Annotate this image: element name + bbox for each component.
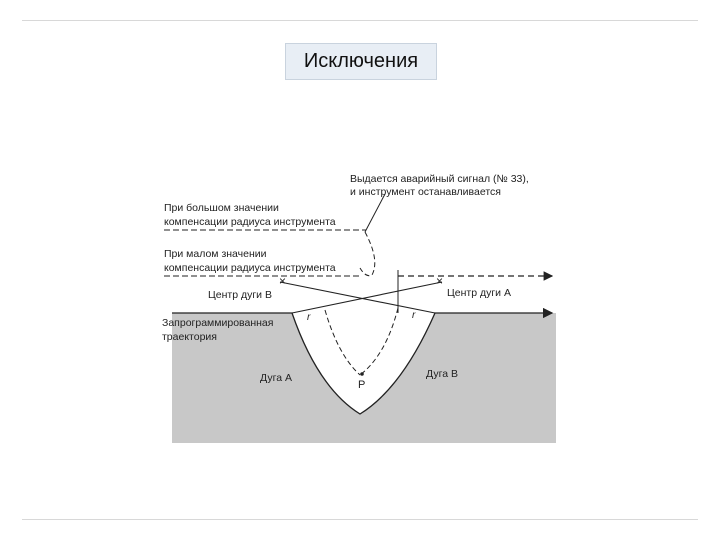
alarm-label-line2: и инструмент останавливается: [350, 186, 501, 198]
slide-title: Исключения: [285, 43, 437, 80]
programmed-path-label-line1: Запрограммированная: [162, 317, 274, 329]
bottom-rule: [22, 519, 698, 520]
large-comp-label-line2: компенсации радиуса инструмента: [164, 216, 336, 228]
radius-label-left: r: [307, 312, 311, 323]
center-a-marker: ×: [436, 274, 444, 288]
center-line-left: [292, 282, 442, 313]
arc-a-label: Дуга А: [260, 372, 292, 384]
top-rule: [22, 20, 698, 21]
alarm-leader-line: [365, 194, 385, 232]
large-comp-arc: [360, 232, 375, 276]
arc-b-label: Дуга В: [426, 368, 458, 380]
programmed-path-label-line2: траектория: [162, 331, 217, 343]
tool-path-arc-left: [325, 310, 360, 375]
tool-compensation-diagram: [150, 160, 570, 450]
center-a-label: Центр дуги А: [447, 287, 511, 299]
small-comp-label-line1: При малом значении: [164, 248, 267, 260]
center-b-marker: ×: [279, 274, 287, 288]
tool-path-arc-right: [360, 308, 398, 375]
point-p-dot: [360, 372, 364, 376]
alarm-label-line1: Выдается аварийный сигнал (№ 33),: [350, 173, 529, 185]
center-line-right: [280, 282, 435, 313]
point-p-label: P: [358, 379, 366, 391]
center-b-label: Центр дуги В: [208, 289, 272, 301]
large-comp-label-line1: При большом значении: [164, 202, 279, 214]
workpiece-material: [172, 313, 556, 443]
small-comp-label-line2: компенсации радиуса инструмента: [164, 262, 336, 274]
radius-label-right: r: [412, 310, 416, 321]
